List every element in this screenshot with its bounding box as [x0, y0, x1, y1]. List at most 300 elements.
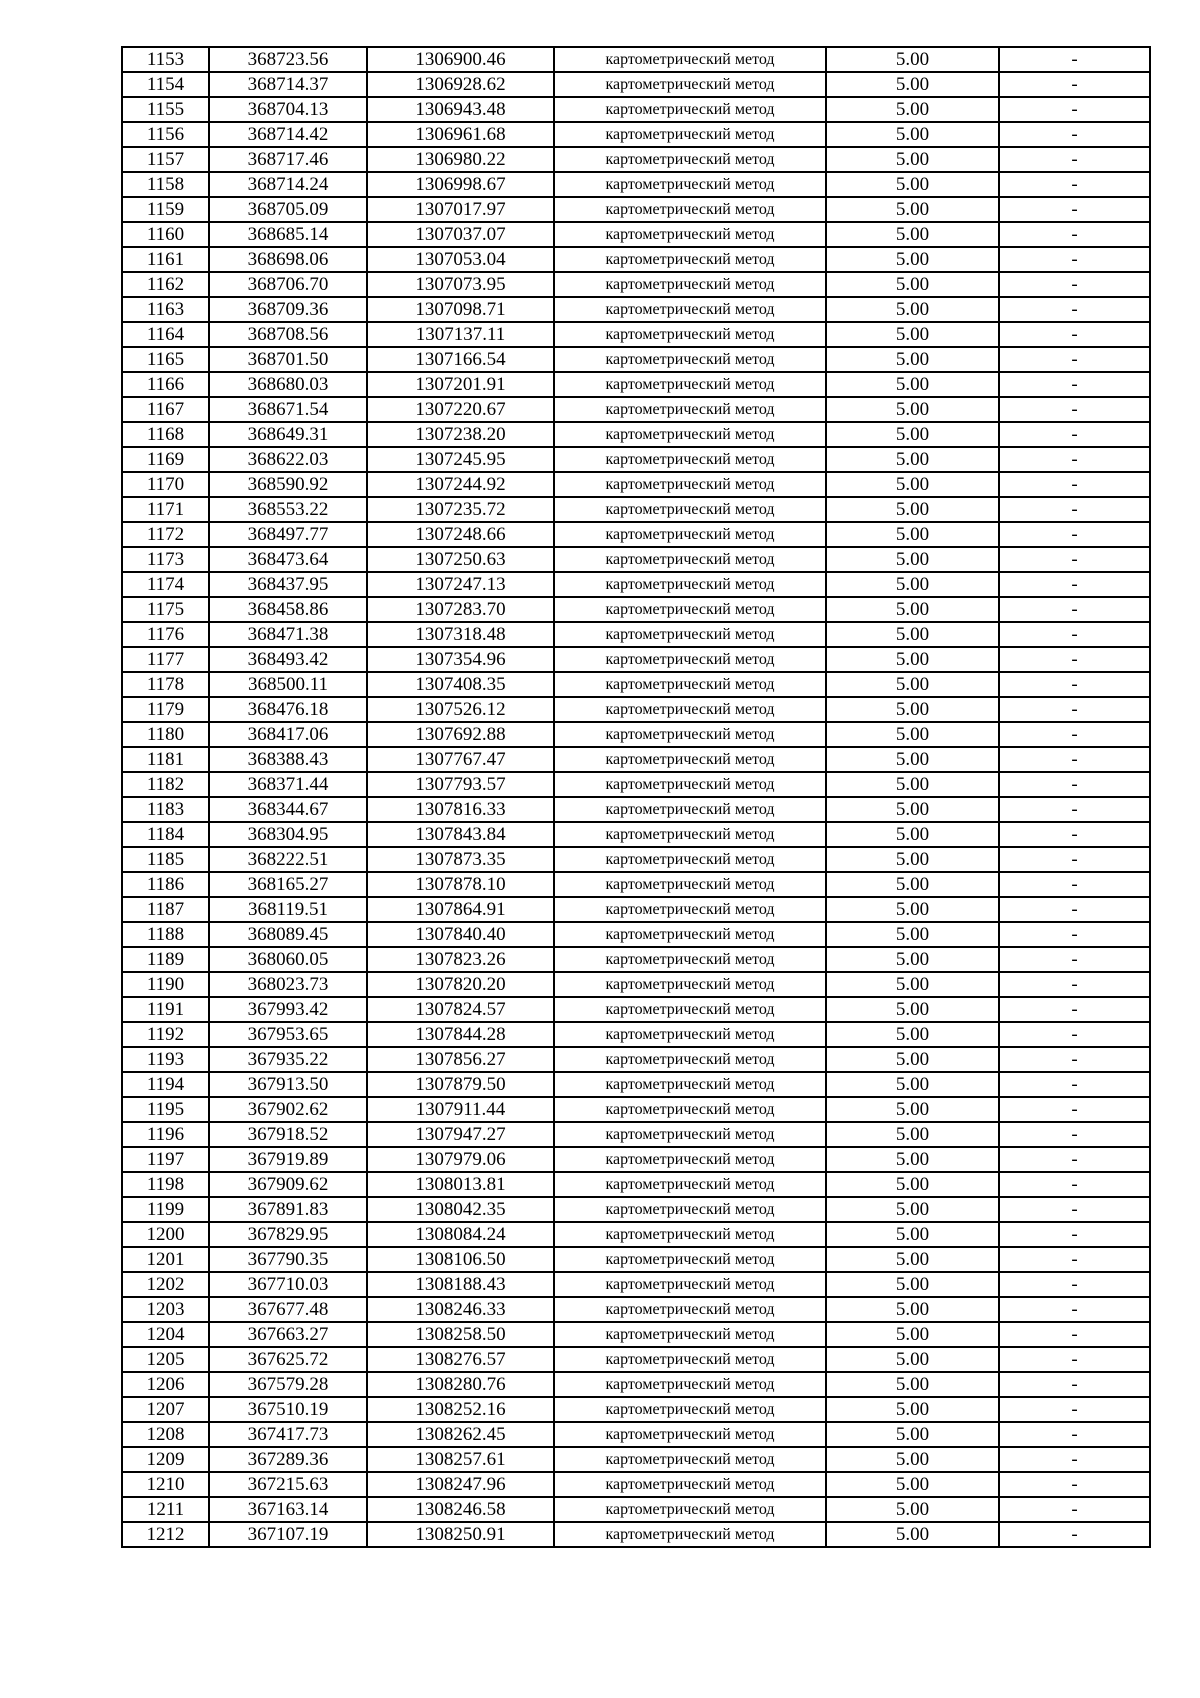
y-coordinate-cell: 1307408.35 [367, 672, 554, 697]
method-cell: картометрический метод [554, 1222, 826, 1247]
table-row [122, 1522, 1150, 1547]
description-cell: - [999, 547, 1150, 572]
y-coordinate-cell: 1307137.11 [367, 322, 554, 347]
point-number-cell: 1167 [122, 397, 209, 422]
y-coordinate-cell: 1307793.57 [367, 772, 554, 797]
point-number-cell: 1177 [122, 647, 209, 672]
table-row [122, 1022, 1150, 1047]
method-cell: картометрический метод [554, 72, 826, 97]
method-cell: картометрический метод [554, 672, 826, 697]
accuracy-cell: 5.00 [826, 547, 999, 572]
table-row [122, 972, 1150, 997]
method-cell: картометрический метод [554, 1122, 826, 1147]
method-cell: картометрический метод [554, 797, 826, 822]
accuracy-cell: 5.00 [826, 1197, 999, 1222]
accuracy-cell: 5.00 [826, 1047, 999, 1072]
description-cell: - [999, 1447, 1150, 1472]
x-coordinate-cell: 368344.67 [209, 797, 367, 822]
y-coordinate-cell: 1307823.26 [367, 947, 554, 972]
method-cell: картометрический метод [554, 847, 826, 872]
y-coordinate-cell: 1306928.62 [367, 72, 554, 97]
x-coordinate-cell: 368493.42 [209, 647, 367, 672]
method-cell: картометрический метод [554, 1397, 826, 1422]
method-cell: картометрический метод [554, 472, 826, 497]
table-row [122, 122, 1150, 147]
point-number-cell: 1198 [122, 1172, 209, 1197]
description-cell: - [999, 622, 1150, 647]
y-coordinate-cell: 1307201.91 [367, 372, 554, 397]
table-row [122, 872, 1150, 897]
x-coordinate-cell: 367891.83 [209, 1197, 367, 1222]
description-cell: - [999, 847, 1150, 872]
y-coordinate-cell: 1307824.57 [367, 997, 554, 1022]
description-cell: - [999, 1472, 1150, 1497]
table-row [122, 1272, 1150, 1297]
table-row [122, 997, 1150, 1022]
point-number-cell: 1180 [122, 722, 209, 747]
accuracy-cell: 5.00 [826, 422, 999, 447]
point-number-cell: 1178 [122, 672, 209, 697]
method-cell: картометрический метод [554, 172, 826, 197]
description-cell: - [999, 297, 1150, 322]
x-coordinate-cell: 367918.52 [209, 1122, 367, 1147]
point-number-cell: 1185 [122, 847, 209, 872]
method-cell: картометрический метод [554, 47, 826, 72]
x-coordinate-cell: 368500.11 [209, 672, 367, 697]
description-cell: - [999, 147, 1150, 172]
description-cell: - [999, 947, 1150, 972]
point-number-cell: 1206 [122, 1372, 209, 1397]
description-cell: - [999, 1347, 1150, 1372]
table-row [122, 897, 1150, 922]
accuracy-cell: 5.00 [826, 122, 999, 147]
y-coordinate-cell: 1307017.97 [367, 197, 554, 222]
method-cell: картометрический метод [554, 347, 826, 372]
description-cell: - [999, 1522, 1150, 1547]
method-cell: картометрический метод [554, 722, 826, 747]
accuracy-cell: 5.00 [826, 922, 999, 947]
table-row [122, 347, 1150, 372]
point-number-cell: 1166 [122, 372, 209, 397]
y-coordinate-cell: 1307248.66 [367, 522, 554, 547]
table-row [122, 797, 1150, 822]
accuracy-cell: 5.00 [826, 1522, 999, 1547]
y-coordinate-cell: 1307244.92 [367, 472, 554, 497]
accuracy-cell: 5.00 [826, 1422, 999, 1447]
point-number-cell: 1160 [122, 222, 209, 247]
method-cell: картометрический метод [554, 197, 826, 222]
point-number-cell: 1187 [122, 897, 209, 922]
x-coordinate-cell: 367710.03 [209, 1272, 367, 1297]
accuracy-cell: 5.00 [826, 747, 999, 772]
table-row [122, 472, 1150, 497]
y-coordinate-cell: 1308250.91 [367, 1522, 554, 1547]
y-coordinate-cell: 1307166.54 [367, 347, 554, 372]
table-row [122, 1472, 1150, 1497]
accuracy-cell: 5.00 [826, 97, 999, 122]
table-row [122, 397, 1150, 422]
x-coordinate-cell: 368649.31 [209, 422, 367, 447]
y-coordinate-cell: 1306980.22 [367, 147, 554, 172]
method-cell: картометрический метод [554, 1447, 826, 1472]
method-cell: картометрический метод [554, 397, 826, 422]
method-cell: картометрический метод [554, 622, 826, 647]
point-number-cell: 1179 [122, 697, 209, 722]
accuracy-cell: 5.00 [826, 522, 999, 547]
description-cell: - [999, 1047, 1150, 1072]
point-number-cell: 1159 [122, 197, 209, 222]
table-row [122, 772, 1150, 797]
method-cell: картометрический метод [554, 1072, 826, 1097]
method-cell: картометрический метод [554, 772, 826, 797]
table-row [122, 47, 1150, 72]
accuracy-cell: 5.00 [826, 1372, 999, 1397]
y-coordinate-cell: 1307873.35 [367, 847, 554, 872]
method-cell: картометрический метод [554, 1022, 826, 1047]
point-number-cell: 1192 [122, 1022, 209, 1047]
table-row [122, 822, 1150, 847]
x-coordinate-cell: 368708.56 [209, 322, 367, 347]
description-cell: - [999, 897, 1150, 922]
y-coordinate-cell: 1306900.46 [367, 47, 554, 72]
point-number-cell: 1172 [122, 522, 209, 547]
y-coordinate-cell: 1307245.95 [367, 447, 554, 472]
x-coordinate-cell: 368671.54 [209, 397, 367, 422]
x-coordinate-cell: 368371.44 [209, 772, 367, 797]
y-coordinate-cell: 1307911.44 [367, 1097, 554, 1122]
description-cell: - [999, 1172, 1150, 1197]
table-row [122, 1397, 1150, 1422]
point-number-cell: 1153 [122, 47, 209, 72]
x-coordinate-cell: 367107.19 [209, 1522, 367, 1547]
method-cell: картометрический метод [554, 822, 826, 847]
point-number-cell: 1188 [122, 922, 209, 947]
accuracy-cell: 5.00 [826, 597, 999, 622]
x-coordinate-cell: 368709.36 [209, 297, 367, 322]
x-coordinate-cell: 368458.86 [209, 597, 367, 622]
accuracy-cell: 5.00 [826, 697, 999, 722]
y-coordinate-cell: 1307235.72 [367, 497, 554, 522]
x-coordinate-cell: 368698.06 [209, 247, 367, 272]
y-coordinate-cell: 1307238.20 [367, 422, 554, 447]
table-row [122, 172, 1150, 197]
point-number-cell: 1171 [122, 497, 209, 522]
y-coordinate-cell: 1307878.10 [367, 872, 554, 897]
method-cell: картометрический метод [554, 747, 826, 772]
table-row [122, 922, 1150, 947]
accuracy-cell: 5.00 [826, 447, 999, 472]
x-coordinate-cell: 367163.14 [209, 1497, 367, 1522]
table-row [122, 222, 1150, 247]
accuracy-cell: 5.00 [826, 1122, 999, 1147]
point-number-cell: 1201 [122, 1247, 209, 1272]
point-number-cell: 1207 [122, 1397, 209, 1422]
accuracy-cell: 5.00 [826, 497, 999, 522]
accuracy-cell: 5.00 [826, 897, 999, 922]
x-coordinate-cell: 367919.89 [209, 1147, 367, 1172]
y-coordinate-cell: 1308280.76 [367, 1372, 554, 1397]
method-cell: картометрический метод [554, 147, 826, 172]
x-coordinate-cell: 368723.56 [209, 47, 367, 72]
accuracy-cell: 5.00 [826, 1322, 999, 1347]
description-cell: - [999, 247, 1150, 272]
accuracy-cell: 5.00 [826, 172, 999, 197]
x-coordinate-cell: 367579.28 [209, 1372, 367, 1397]
method-cell: картометрический метод [554, 997, 826, 1022]
table-row [122, 697, 1150, 722]
x-coordinate-cell: 367663.27 [209, 1322, 367, 1347]
table-row [122, 497, 1150, 522]
x-coordinate-cell: 367510.19 [209, 1397, 367, 1422]
table-row [122, 1247, 1150, 1272]
y-coordinate-cell: 1308246.58 [367, 1497, 554, 1522]
accuracy-cell: 5.00 [826, 397, 999, 422]
description-cell: - [999, 322, 1150, 347]
accuracy-cell: 5.00 [826, 772, 999, 797]
x-coordinate-cell: 368304.95 [209, 822, 367, 847]
method-cell: картометрический метод [554, 1322, 826, 1347]
method-cell: картометрический метод [554, 322, 826, 347]
y-coordinate-cell: 1307318.48 [367, 622, 554, 647]
y-coordinate-cell: 1308257.61 [367, 1447, 554, 1472]
point-number-cell: 1182 [122, 772, 209, 797]
x-coordinate-cell: 368622.03 [209, 447, 367, 472]
accuracy-cell: 5.00 [826, 1297, 999, 1322]
accuracy-cell: 5.00 [826, 322, 999, 347]
table-row [122, 1122, 1150, 1147]
point-number-cell: 1200 [122, 1222, 209, 1247]
point-number-cell: 1176 [122, 622, 209, 647]
accuracy-cell: 5.00 [826, 72, 999, 97]
accuracy-cell: 5.00 [826, 1072, 999, 1097]
method-cell: картометрический метод [554, 1372, 826, 1397]
y-coordinate-cell: 1307879.50 [367, 1072, 554, 1097]
accuracy-cell: 5.00 [826, 1347, 999, 1372]
x-coordinate-cell: 368471.38 [209, 622, 367, 647]
method-cell: картометрический метод [554, 972, 826, 997]
point-number-cell: 1168 [122, 422, 209, 447]
x-coordinate-cell: 368388.43 [209, 747, 367, 772]
description-cell: - [999, 472, 1150, 497]
x-coordinate-cell: 368497.77 [209, 522, 367, 547]
table-row [122, 1447, 1150, 1472]
method-cell: картометрический метод [554, 897, 826, 922]
x-coordinate-cell: 367909.62 [209, 1172, 367, 1197]
table-row [122, 322, 1150, 347]
description-cell: - [999, 972, 1150, 997]
x-coordinate-cell: 368437.95 [209, 572, 367, 597]
method-cell: картометрический метод [554, 497, 826, 522]
method-cell: картометрический метод [554, 1522, 826, 1547]
method-cell: картометрический метод [554, 872, 826, 897]
description-cell: - [999, 1072, 1150, 1097]
description-cell: - [999, 1247, 1150, 1272]
y-coordinate-cell: 1307073.95 [367, 272, 554, 297]
description-cell: - [999, 522, 1150, 547]
method-cell: картометрический метод [554, 1422, 826, 1447]
accuracy-cell: 5.00 [826, 47, 999, 72]
accuracy-cell: 5.00 [826, 997, 999, 1022]
description-cell: - [999, 122, 1150, 147]
method-cell: картометрический метод [554, 122, 826, 147]
x-coordinate-cell: 368023.73 [209, 972, 367, 997]
table-row [122, 147, 1150, 172]
table-row [122, 1347, 1150, 1372]
table-row [122, 747, 1150, 772]
y-coordinate-cell: 1307856.27 [367, 1047, 554, 1072]
description-cell: - [999, 597, 1150, 622]
accuracy-cell: 5.00 [826, 722, 999, 747]
y-coordinate-cell: 1308276.57 [367, 1347, 554, 1372]
point-number-cell: 1162 [122, 272, 209, 297]
point-number-cell: 1157 [122, 147, 209, 172]
y-coordinate-cell: 1307247.13 [367, 572, 554, 597]
table-row [122, 1047, 1150, 1072]
description-cell: - [999, 672, 1150, 697]
accuracy-cell: 5.00 [826, 297, 999, 322]
description-cell: - [999, 1022, 1150, 1047]
x-coordinate-cell: 368714.24 [209, 172, 367, 197]
x-coordinate-cell: 368119.51 [209, 897, 367, 922]
method-cell: картометрический метод [554, 1247, 826, 1272]
point-number-cell: 1186 [122, 872, 209, 897]
y-coordinate-cell: 1307864.91 [367, 897, 554, 922]
table-row [122, 272, 1150, 297]
method-cell: картометрический метод [554, 1097, 826, 1122]
point-number-cell: 1191 [122, 997, 209, 1022]
point-number-cell: 1161 [122, 247, 209, 272]
method-cell: картометрический метод [554, 447, 826, 472]
x-coordinate-cell: 367913.50 [209, 1072, 367, 1097]
description-cell: - [999, 497, 1150, 522]
point-number-cell: 1156 [122, 122, 209, 147]
accuracy-cell: 5.00 [826, 797, 999, 822]
table-row [122, 547, 1150, 572]
table-row [122, 447, 1150, 472]
table-row [122, 422, 1150, 447]
method-cell: картометрический метод [554, 272, 826, 297]
method-cell: картометрический метод [554, 647, 826, 672]
coordinates-table [121, 46, 1151, 1548]
y-coordinate-cell: 1307220.67 [367, 397, 554, 422]
point-number-cell: 1204 [122, 1322, 209, 1347]
point-number-cell: 1184 [122, 822, 209, 847]
point-number-cell: 1202 [122, 1272, 209, 1297]
table-row [122, 847, 1150, 872]
y-coordinate-cell: 1308084.24 [367, 1222, 554, 1247]
table-row [122, 1097, 1150, 1122]
point-number-cell: 1209 [122, 1447, 209, 1472]
y-coordinate-cell: 1306961.68 [367, 122, 554, 147]
description-cell: - [999, 1097, 1150, 1122]
accuracy-cell: 5.00 [826, 1397, 999, 1422]
description-cell: - [999, 1222, 1150, 1247]
table-row [122, 572, 1150, 597]
table-row [122, 1197, 1150, 1222]
point-number-cell: 1165 [122, 347, 209, 372]
y-coordinate-cell: 1308262.45 [367, 1422, 554, 1447]
table-row [122, 1072, 1150, 1097]
point-number-cell: 1164 [122, 322, 209, 347]
y-coordinate-cell: 1306998.67 [367, 172, 554, 197]
accuracy-cell: 5.00 [826, 222, 999, 247]
accuracy-cell: 5.00 [826, 822, 999, 847]
accuracy-cell: 5.00 [826, 1272, 999, 1297]
table-row [122, 597, 1150, 622]
description-cell: - [999, 272, 1150, 297]
x-coordinate-cell: 368701.50 [209, 347, 367, 372]
description-cell: - [999, 422, 1150, 447]
table-row [122, 247, 1150, 272]
accuracy-cell: 5.00 [826, 1172, 999, 1197]
accuracy-cell: 5.00 [826, 847, 999, 872]
x-coordinate-cell: 367289.36 [209, 1447, 367, 1472]
point-number-cell: 1154 [122, 72, 209, 97]
y-coordinate-cell: 1308106.50 [367, 1247, 554, 1272]
y-coordinate-cell: 1307354.96 [367, 647, 554, 672]
point-number-cell: 1174 [122, 572, 209, 597]
table-row [122, 622, 1150, 647]
method-cell: картометрический метод [554, 1197, 826, 1222]
method-cell: картометрический метод [554, 922, 826, 947]
method-cell: картометрический метод [554, 422, 826, 447]
y-coordinate-cell: 1307053.04 [367, 247, 554, 272]
description-cell: - [999, 1197, 1150, 1222]
point-number-cell: 1181 [122, 747, 209, 772]
y-coordinate-cell: 1308042.35 [367, 1197, 554, 1222]
y-coordinate-cell: 1307816.33 [367, 797, 554, 822]
x-coordinate-cell: 367677.48 [209, 1297, 367, 1322]
x-coordinate-cell: 367829.95 [209, 1222, 367, 1247]
accuracy-cell: 5.00 [826, 1022, 999, 1047]
accuracy-cell: 5.00 [826, 1147, 999, 1172]
description-cell: - [999, 47, 1150, 72]
point-number-cell: 1169 [122, 447, 209, 472]
x-coordinate-cell: 368714.42 [209, 122, 367, 147]
point-number-cell: 1193 [122, 1047, 209, 1072]
accuracy-cell: 5.00 [826, 1447, 999, 1472]
description-cell: - [999, 922, 1150, 947]
accuracy-cell: 5.00 [826, 1247, 999, 1272]
description-cell: - [999, 222, 1150, 247]
description-cell: - [999, 1147, 1150, 1172]
description-cell: - [999, 872, 1150, 897]
description-cell: - [999, 1372, 1150, 1397]
x-coordinate-cell: 368680.03 [209, 372, 367, 397]
method-cell: картометрический метод [554, 372, 826, 397]
x-coordinate-cell: 368704.13 [209, 97, 367, 122]
accuracy-cell: 5.00 [826, 1472, 999, 1497]
method-cell: картометрический метод [554, 572, 826, 597]
point-number-cell: 1205 [122, 1347, 209, 1372]
y-coordinate-cell: 1307843.84 [367, 822, 554, 847]
y-coordinate-cell: 1307526.12 [367, 697, 554, 722]
method-cell: картометрический метод [554, 222, 826, 247]
x-coordinate-cell: 368060.05 [209, 947, 367, 972]
x-coordinate-cell: 368706.70 [209, 272, 367, 297]
description-cell: - [999, 1397, 1150, 1422]
x-coordinate-cell: 368417.06 [209, 722, 367, 747]
point-number-cell: 1173 [122, 547, 209, 572]
description-cell: - [999, 97, 1150, 122]
description-cell: - [999, 447, 1150, 472]
method-cell: картометрический метод [554, 97, 826, 122]
method-cell: картометрический метод [554, 1272, 826, 1297]
method-cell: картометрический метод [554, 1047, 826, 1072]
method-cell: картометрический метод [554, 1297, 826, 1322]
x-coordinate-cell: 367902.62 [209, 1097, 367, 1122]
point-number-cell: 1190 [122, 972, 209, 997]
